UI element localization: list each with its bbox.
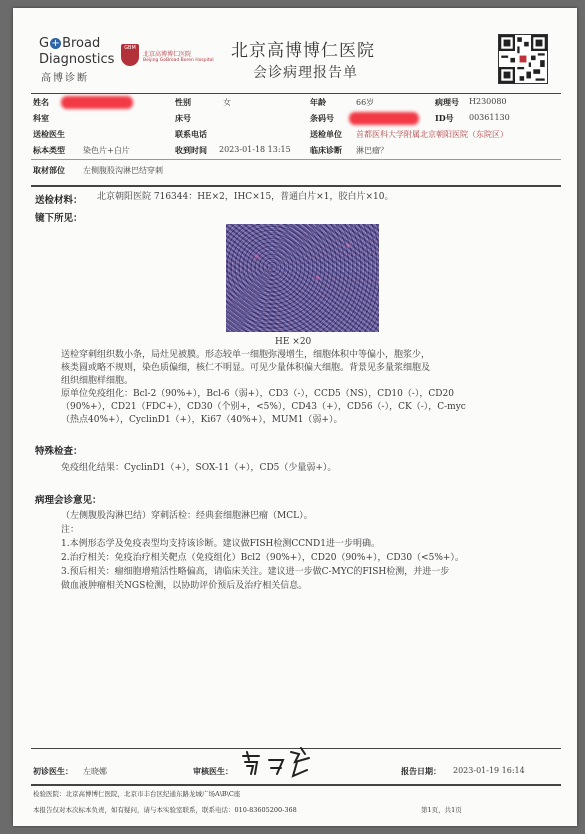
id-label: ID号	[435, 113, 454, 123]
logo-word: Broad	[62, 36, 101, 51]
unit-label: 送检单位	[310, 129, 342, 139]
logo-letter: G	[39, 36, 50, 51]
redaction-mark	[61, 96, 133, 109]
gobroad-logo	[39, 36, 100, 51]
opinion-label: 病理会诊意见：	[35, 495, 102, 506]
site-label: 取材部位	[33, 165, 65, 175]
signature-icon	[239, 746, 319, 780]
divider	[31, 159, 561, 160]
review-doctor-label: 审核医生：	[193, 766, 233, 776]
id-value: 00361130	[469, 113, 510, 122]
special-label: 特殊检查：	[35, 446, 83, 457]
note-label: 注：	[61, 525, 80, 535]
microscopy-line: （90%+），CD21（FDC+），CD30（个别+，<5%），CD43（+），CD56（-），CK（-），C-myc	[61, 402, 466, 412]
gender-label: 性别	[175, 97, 191, 107]
specimen-type-value: 染色片+白片	[83, 146, 130, 155]
logo-chinese: 高博诊断	[41, 73, 89, 84]
divider	[31, 784, 561, 786]
material-text: 北京朝阳医院 716344：HE×2，IHC×15，普通白片×1，胶白片×10。	[97, 192, 394, 202]
clinical-dx-value: 淋巴瘤？	[356, 146, 388, 155]
initial-doctor-value: 左晓娜	[83, 767, 107, 776]
note-line: 2.治疗相关：免疫治疗相关靶点（免疫组化）Bcl2（90%+），CD20（90%+），CD30（<5%+）。	[61, 553, 464, 563]
microscopy-label: 镜下所见：	[35, 213, 83, 224]
received-value: 2023-01-18 13:15	[219, 145, 291, 154]
opinion-main: （左侧腹股沟淋巴结）穿刺活检：经典套细胞淋巴瘤（MCL）。	[61, 511, 313, 521]
footer-disclaimer: 本报告仅对本次标本负责，如有疑问，请与本实验室联系，联系电话：010-83605200-368	[33, 806, 297, 814]
note-line: 3.预后相关：瘤细胞增殖活性略偏高，请临床关注。建议进一步做C-MYC的FISH检测，并进一步	[61, 567, 450, 577]
microscopy-image	[226, 224, 379, 332]
report-date-value: 2023-01-19 16:14	[453, 766, 525, 775]
dept-label: 科室	[33, 113, 49, 123]
image-caption: HE ×20	[275, 337, 312, 347]
microscopy-line: 核类圆或略不规则，染色质偏细，核仁不明显。可见少量体积偏大细胞。背景见多量浆细胞及	[61, 363, 431, 373]
hospital-badge-icon	[121, 44, 139, 66]
name-label: 姓名	[33, 97, 49, 107]
phone-label: 联系电话	[175, 129, 207, 139]
clinical-dx-label: 临床诊断	[310, 145, 342, 155]
logo-plus-icon: +	[51, 38, 60, 49]
redaction-mark	[349, 112, 419, 125]
barcode-label: 条码号	[310, 113, 334, 123]
hospital-name-cn: 北京高博博仁医院	[143, 51, 192, 58]
pathology-no-label: 病理号	[435, 97, 459, 107]
material-label: 送检材料：	[35, 195, 83, 206]
microscopy-line: 组织细胞样细胞。	[61, 376, 134, 386]
received-label: 收到时间	[175, 145, 207, 155]
initial-doctor-label: 初诊医生：	[33, 766, 73, 776]
specimen-type-label: 标本类型	[33, 145, 65, 155]
doctor-label: 送检医生	[33, 129, 65, 139]
gender-value: 女	[223, 98, 231, 107]
footer-unit: 检验医院：北京高博博仁医院，北京市丰台区纪通东路龙城广场A\B\C座	[33, 790, 241, 798]
special-text: 免疫组化结果：CyclinD1（+），SOX-11（+），CD5（少量弱+）。	[61, 463, 337, 473]
site-value: 左侧腹股沟淋巴结穿刺	[83, 166, 163, 175]
pathology-no-value: H230080	[469, 97, 507, 106]
note-line: 做血液肿瘤相关NGS检测，以协助评价预后及治疗相关信息。	[61, 581, 308, 591]
bed-label: 床号	[175, 113, 191, 123]
microscopy-line: （热点40%+），CyclinD1（+），Ki67（40%+），MUM1（弱+）。	[61, 415, 343, 425]
badge-text: GBM	[124, 45, 136, 51]
note-line: 1.本例形态学及免疫表型均支持该诊断。建议做FISH检测CCND1进一步明确。	[61, 539, 380, 549]
microscopy-line: 送检穿刺组织数小条，局灶见被膜。形态较单一细胞弥漫增生，细胞体积中等偏小，胞浆少，	[61, 350, 431, 360]
unit-value: 首都医科大学附属北京朝阳医院（东院区）	[356, 130, 508, 139]
report-date-label: 报告日期：	[401, 766, 441, 776]
logo-diagnostics: Diagnostics	[39, 52, 115, 67]
age-value: 66岁	[356, 98, 375, 107]
divider	[31, 93, 561, 94]
report-title: 北京高博博仁医院	[231, 41, 375, 61]
page-number: 第1页，共1页	[421, 806, 462, 814]
age-label: 年龄	[310, 97, 326, 107]
microscopy-line: 原单位免疫组化：Bcl-2（90%+），Bcl-6（弱+），CD3（-），CCD5（NS），CD10（-），CD20	[61, 389, 454, 399]
hospital-name-en: Beijing GoBroad Boren Hospital	[143, 58, 214, 63]
divider	[31, 185, 561, 187]
report-subtitle: 会诊病理报告单	[253, 65, 358, 81]
report-page	[13, 8, 577, 826]
qr-code-icon	[498, 34, 548, 84]
